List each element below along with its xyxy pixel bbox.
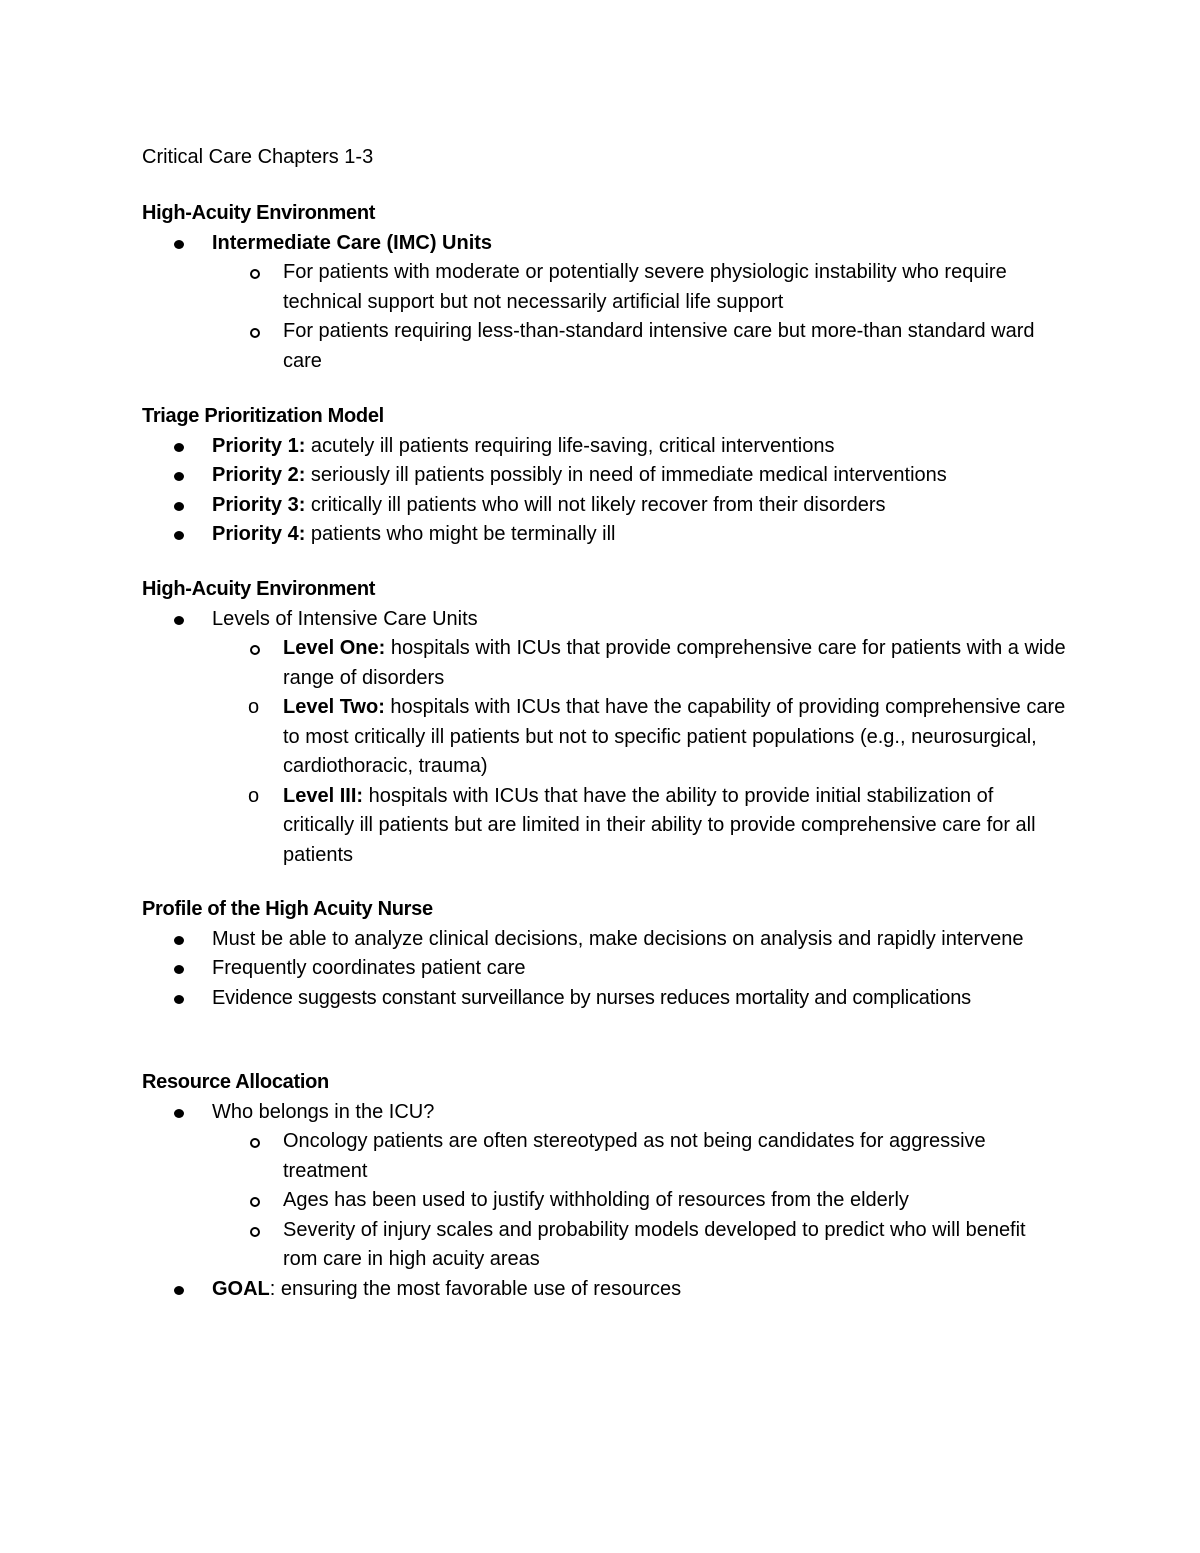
sub-list: [212, 1127, 1052, 1275]
sub-list: [212, 258, 1042, 376]
item-label: Level III:: [283, 784, 364, 807]
item-label: Priority 4:: [212, 523, 306, 545]
item-label: Priority 1:: [212, 434, 306, 457]
item-text: For patients with moderate or potentially severe physiologic instability who require technical support but not necessarily artificial life support: [283, 261, 1007, 313]
hollow-bullet-icon: [250, 269, 260, 279]
item-text: Oncology patients are often stereotyped as not being candidates for aggressive treatment: [283, 1130, 986, 1182]
letter-o-bullet-icon: o: [248, 696, 260, 718]
item-text: hospitals with ICUs that provide comprehensive care for patients with a wide range of disorders: [283, 637, 1066, 689]
item-text: Frequently coordinates patient care: [212, 957, 526, 979]
hollow-bullet-icon: [250, 645, 260, 655]
bullet-icon: [174, 443, 184, 452]
bullet-icon: [174, 240, 184, 249]
item-label: Priority 2:: [212, 464, 306, 486]
sub-list-item: [142, 1186, 1052, 1216]
bullet-list: [142, 229, 1042, 377]
hollow-bullet-icon: [250, 1138, 260, 1148]
item-text: hospitals with ICUs that have the capability of providing comprehensive care to most critically ill patients but not to specific patient populations (e.g., neurosurgical, cardiothoracic, trauma): [283, 696, 1066, 777]
bullet-icon: [174, 1109, 184, 1118]
item-text: Must be able to analyze clinical decisions, make decisions on analysis and rapidly intervene: [212, 927, 1024, 950]
letter-o-bullet-icon: o: [248, 784, 260, 807]
list-item: [142, 229, 1042, 377]
bullet-icon: [174, 531, 184, 540]
list-item: [142, 605, 1067, 871]
sub-list-item: [142, 782, 1067, 871]
bullet-list: [142, 925, 1052, 1014]
item-label: Level Two:: [283, 696, 385, 718]
list-item: [142, 1098, 1052, 1275]
section-triage-prioritization: [142, 402, 1102, 550]
bullet-icon: [174, 995, 184, 1004]
bullet-list: [142, 605, 1067, 871]
bullet-icon: [174, 1286, 184, 1295]
sub-list: [212, 634, 1067, 870]
bullet-list: [142, 432, 1102, 550]
bullet-icon: [174, 965, 184, 974]
sub-list-item: [142, 1216, 1052, 1275]
bullet-icon: [174, 502, 184, 511]
item-content: [283, 693, 1067, 782]
list-item: [142, 984, 1052, 1014]
list-item: [142, 954, 1052, 984]
section-heading: Triage Prioritization Model: [142, 405, 384, 427]
list-item: [142, 491, 1102, 521]
section-high-acuity-environment-2: [142, 575, 1067, 870]
hollow-bullet-icon: [250, 1227, 260, 1237]
list-item: [142, 1275, 1052, 1305]
section-high-acuity-environment-1: [142, 199, 1042, 376]
section-heading: Profile of the High Acuity Nurse: [142, 898, 433, 920]
section-heading: High-Acuity Environment: [142, 578, 376, 600]
item-content: [283, 634, 1067, 693]
list-item: [142, 432, 1102, 462]
bullet-icon: [174, 936, 184, 945]
sub-list-item: [142, 258, 1042, 317]
section-resource-allocation: [142, 1068, 1052, 1304]
bullet-icon: [174, 616, 184, 625]
list-item: [142, 925, 1052, 955]
item-text: Ages has been used to justify withholding of resources from the elderly: [283, 1189, 909, 1211]
item-text: seriously ill patients possibly in need of immediate medical interventions: [305, 464, 947, 486]
bullet-list: [142, 1098, 1052, 1305]
item-text: patients who might be terminally ill: [305, 523, 616, 545]
item-label: Intermediate Care (IMC) Units: [212, 231, 493, 254]
item-label: Priority 3:: [212, 493, 306, 516]
section-heading: Resource Allocation: [142, 1071, 329, 1093]
list-item: [142, 520, 1102, 550]
item-label: GOAL: [212, 1277, 270, 1300]
item-text: acutely ill patients requiring life-saving, critical interventions: [305, 434, 835, 457]
item-text: Severity of injury scales and probability models developed to predict who will benefit rom care in high acuity areas: [283, 1218, 1026, 1270]
list-item: [142, 461, 1102, 491]
item-label: Level One:: [283, 637, 386, 659]
item-text: Levels of Intensive Care Units: [212, 607, 478, 630]
bullet-icon: [174, 472, 184, 481]
item-text: Evidence suggests constant surveillance by nurses reduces mortality and complications: [212, 986, 971, 1009]
item-text: : ensuring the most favorable use of resources: [269, 1277, 682, 1300]
sub-list-item: [142, 634, 1067, 693]
item-text: For patients requiring less-than-standard intensive care but more-than standard ward care: [283, 320, 1035, 372]
section-heading: High-Acuity Environment: [142, 202, 376, 224]
hollow-bullet-icon: [250, 1197, 260, 1207]
sub-list-item: [142, 317, 1042, 376]
item-text: critically ill patients who will not likely recover from their disorders: [305, 493, 886, 516]
document-title: Critical Care Chapters 1-3: [142, 146, 374, 168]
section-profile-high-acuity-nurse: [142, 895, 1052, 1013]
hollow-bullet-icon: [250, 328, 260, 338]
item-text: hospitals with ICUs that have the ability to provide initial stabilization of critically ill patients but are limited in their ability to provide comprehensive care for all patients: [283, 784, 1036, 866]
item-text: Who belongs in the ICU?: [212, 1100, 435, 1123]
sub-list-item: [142, 1127, 1052, 1186]
item-content: [283, 782, 1067, 871]
sub-list-item: [142, 693, 1067, 782]
